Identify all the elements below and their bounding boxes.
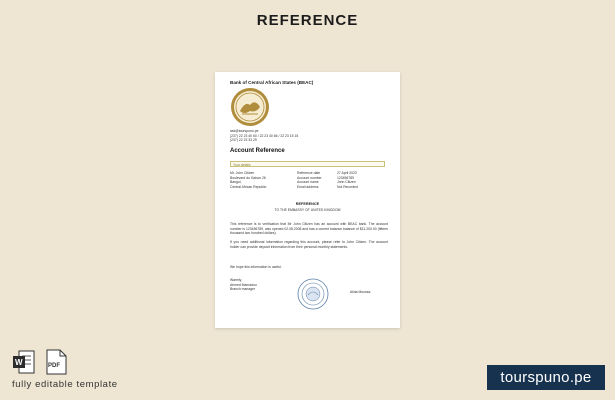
signature-block: [230, 278, 300, 292]
account-details: [297, 171, 387, 189]
address-line: Mr. John Citizen: [230, 171, 255, 175]
pdf-file-icon: PDF: [44, 349, 68, 375]
address-line: Boulevard du Gabon 26: [230, 175, 266, 180]
body-paragraph: This reference is to verification that Mr John Citizen has an account with BEAC bank. The account number is 123456789, was opened 02.08.2008 and has a current balance balance of $11.200.00 (fifteen thousand two hundred dollars).: [230, 222, 388, 236]
reference-heading: REFERENCE: [295, 202, 320, 206]
document-preview: [215, 72, 400, 328]
reference-subheading: TO THE EMBASSY OF UNITED KINGDOM: [274, 208, 341, 212]
signoff-role: Branch manager: [230, 287, 256, 292]
contact-email: ask@tourspuno.pe: [230, 129, 259, 133]
body-paragraph: We hope this information is useful.: [230, 265, 282, 269]
document-title: Account Reference: [230, 148, 285, 154]
contact-fax: (237) 22 23 33 29: [230, 138, 257, 143]
your-details-field: Your details: [230, 161, 385, 167]
bank-logo-icon: [230, 87, 270, 127]
second-signatory: Alida Moussa: [350, 290, 371, 294]
body-paragraph: If you need additional information regarding this account, please refer to John Citizen. The account holder can provide deposit information from their personal monthly statements.: [230, 240, 388, 249]
contact-info: [230, 129, 350, 143]
word-file-icon: W: [12, 349, 36, 375]
address-line: Bangui,: [230, 180, 242, 185]
detail-row: Account number 123456789: [297, 175, 354, 180]
official-stamp-icon: [297, 278, 329, 310]
detail-row: Reference date 27 April 2023: [297, 171, 357, 175]
file-format-icons: [12, 349, 68, 375]
detail-row: Email address Not Recorded: [297, 184, 358, 189]
tagline: fully editable template: [12, 379, 118, 390]
recipient-address: [230, 171, 295, 189]
address-line: Central African Republic: [230, 184, 267, 189]
contact-phone: (237) 22 23 40 60 / 22 23 40 66 / 22 23 15 15: [230, 133, 299, 138]
signoff-name: Ahmed Mamadou: [230, 282, 257, 287]
bank-name: Bank of Central African States (BEAC): [230, 80, 314, 85]
signoff-line: Warmly,: [230, 278, 243, 282]
detail-row: Account name John Citizen: [297, 180, 356, 185]
brand-logo[interactable]: tourspuno.pe: [487, 365, 605, 390]
page-title: REFERENCE: [256, 12, 359, 29]
